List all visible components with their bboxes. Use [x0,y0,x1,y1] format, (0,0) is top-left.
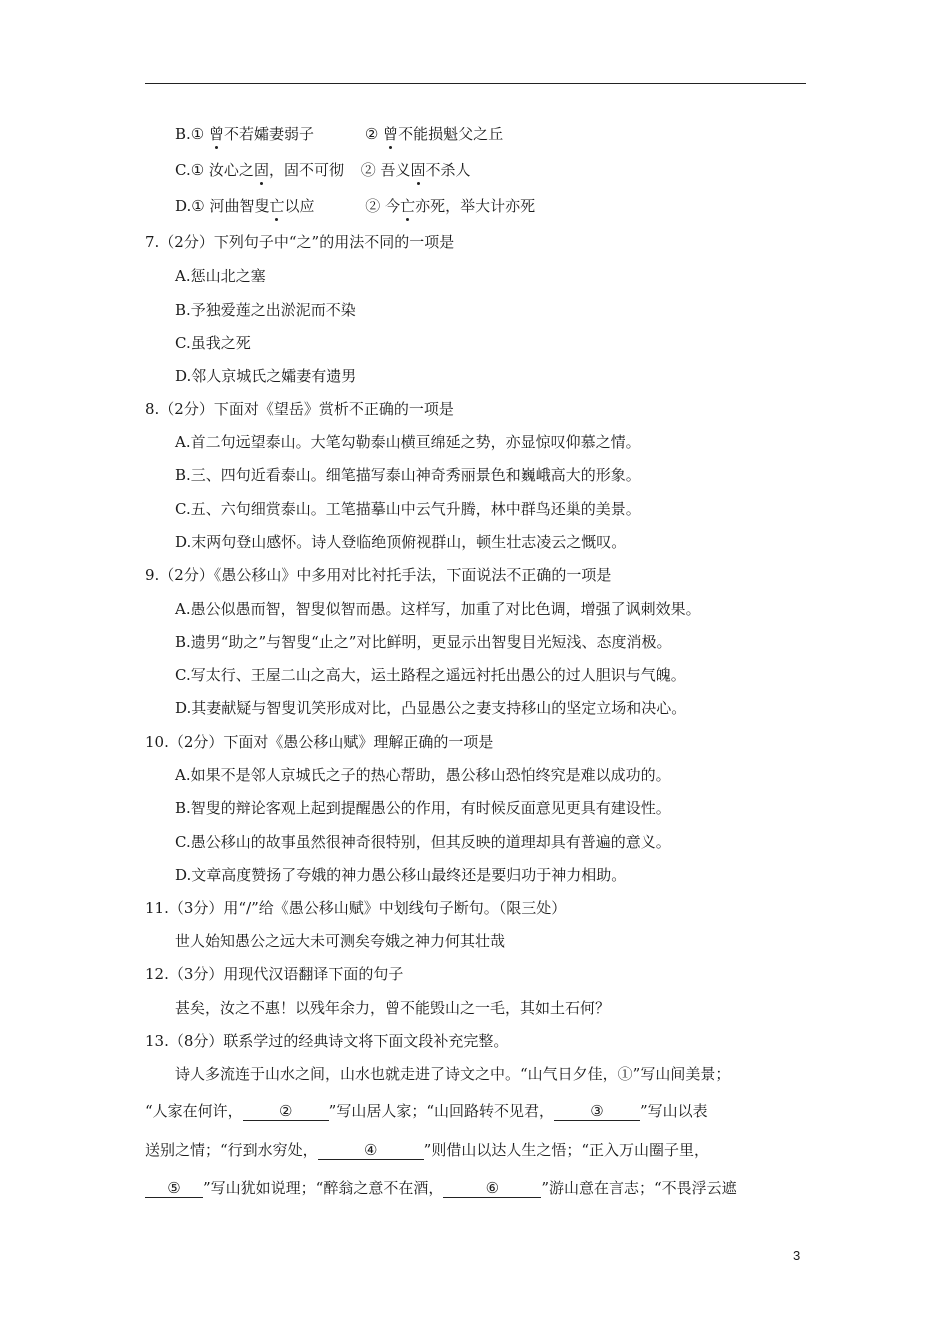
option-text: 以应 [284,197,315,215]
q7-option-d: D.邻人京城氏之孀妻有遗男 [175,367,357,385]
paragraph-text: ”写山居人家；“山回路转不见君， [328,1102,555,1120]
q8-option-c: C.五、六句细赏泰山。工笔描摹山中云气升腾，林中群鸟还巢的美景。 [175,500,641,518]
emphasis-char: 曾 [383,125,399,143]
q7-stem: 7.（2分）下列句子中“之”的用法不同的一项是 [145,233,455,251]
q9-option-d: D.其妻献疑与智叟讥笑形成对比，凸显愚公之妻支持移山的坚定立场和决心。 [175,699,687,717]
option-text: B.① [175,125,210,143]
q12-sentence: 甚矣，汝之不惠！以残年余力，曾不能毁山之一毛，其如土石何？ [175,999,611,1017]
page-number: 3 [793,1248,801,1263]
q6-option-d [175,196,535,216]
header-rule [145,83,806,84]
q9-option-a: A.愚公似愚而智，智叟似智而愚。这样写，加重了对比色调，增强了讽刺效果。 [175,600,701,618]
q13-paragraph-line [145,1101,807,1121]
q13-paragraph-line: 诗人多流连于山水之间，山水也就走进了诗文之中。“山气日夕佳，①”写山间美景； [175,1065,731,1083]
q10-option-d: D.文章高度赞扬了夸娥的神力愚公移山最终还是要归功于神力相助。 [175,866,627,884]
q6-option-b [175,124,503,144]
q8-option-a: A.首二句远望泰山。大笔勾勒泰山横亘绵延之势，亦显惊叹仰慕之情。 [175,433,641,451]
q10-stem: 10.（2分）下面对《愚公移山赋》理解正确的一项是 [145,733,494,751]
option-text: ② 今 [365,197,401,215]
fill-blank[interactable]: ③ [554,1102,640,1121]
fill-blank[interactable]: ② [243,1102,329,1121]
q10-option-b: B.智叟的辩论客观上起到提醒愚公的作用，有时候反面意见更具有建设性。 [175,799,671,817]
emphasis-char: 曾 [209,125,225,143]
option-text: D.① 河曲智叟 [175,197,270,215]
q9-option-c: C.写太行、王屋二山之高大，运土路程之遥远衬托出愚公的过人胆识与气魄。 [175,666,686,684]
q8-option-b: B.三、四句近看泰山。细笔描写泰山神奇秀丽景色和巍峨高大的形象。 [175,466,641,484]
option-text: C.① 汝心之 [175,161,254,179]
fill-blank[interactable]: ④ [318,1141,424,1160]
q13-stem: 13.（8分）联系学过的经典诗文将下面文段补充完整。 [145,1032,509,1050]
option-text: ② [364,125,384,143]
paragraph-text: ”则借山以达人生之悟；“正入万山圈子里， [423,1141,710,1159]
q7-option-c: C.虽我之死 [175,334,251,352]
q6-option-c [175,160,471,180]
q8-stem: 8.（2分）下面对《望岳》赏析不正确的一项是 [145,400,454,418]
paragraph-text: “人家在何许， [145,1102,243,1120]
emphasis-char: 亡 [269,197,285,215]
q12-stem: 12.（3分）用现代汉语翻译下面的句子 [145,965,404,983]
option-text: ② 吾义 [360,161,411,179]
option-text: ，固不可彻 [268,161,344,179]
paragraph-text: ”游山意在言志；“不畏浮云遮 [541,1179,737,1197]
q11-sentence: 世人始知愚公之远大未可测矣夸娥之神力何其壮哉 [175,932,506,950]
q8-option-d: D.末两句登山感怀。诗人登临绝顶俯视群山，顿生壮志凌云之慨叹。 [175,533,627,551]
q9-option-b: B.遗男“助之”与智叟“止之”对比鲜明，更显示出智叟目光短浅、态度消极。 [175,633,672,651]
q7-option-a: A.惩山北之塞 [175,267,266,285]
option-text: 不杀人 [425,161,471,179]
paragraph-text: ”写山以表 [640,1102,708,1120]
option-text: 不能损魁父之丘 [398,125,504,143]
q9-stem: 9.（2分）《愚公移山》中多用对比衬托手法，下面说法不正确的一项是 [145,566,612,584]
emphasis-char: 亡 [400,197,416,215]
emphasis-char: 固 [253,161,269,179]
option-text: 不若孀妻弱子 [224,125,315,143]
q11-stem: 11.（3分）用“/”给《愚公移山赋》中划线句子断句。（限三处） [145,899,567,917]
emphasis-char: 固 [410,161,426,179]
q7-option-b: B.予独爱莲之出淤泥而不染 [175,301,356,319]
fill-blank[interactable]: ⑥ [443,1179,541,1198]
q13-paragraph-line [145,1178,807,1198]
option-text: 亦死，举大计亦死 [415,197,536,215]
paragraph-text: ”写山犹如说理；“醉翁之意不在酒， [203,1179,444,1197]
fill-blank[interactable]: ⑤ [145,1179,203,1198]
q10-option-c: C.愚公移山的故事虽然很神奇很特别，但其反映的道理却具有普遍的意义。 [175,833,671,851]
q13-paragraph-line [145,1140,807,1160]
q10-option-a: A.如果不是邻人京城氏之子的热心帮助，愚公移山恐怕终究是难以成功的。 [175,766,671,784]
paragraph-text: 送别之情；“行到水穷处， [145,1141,318,1159]
